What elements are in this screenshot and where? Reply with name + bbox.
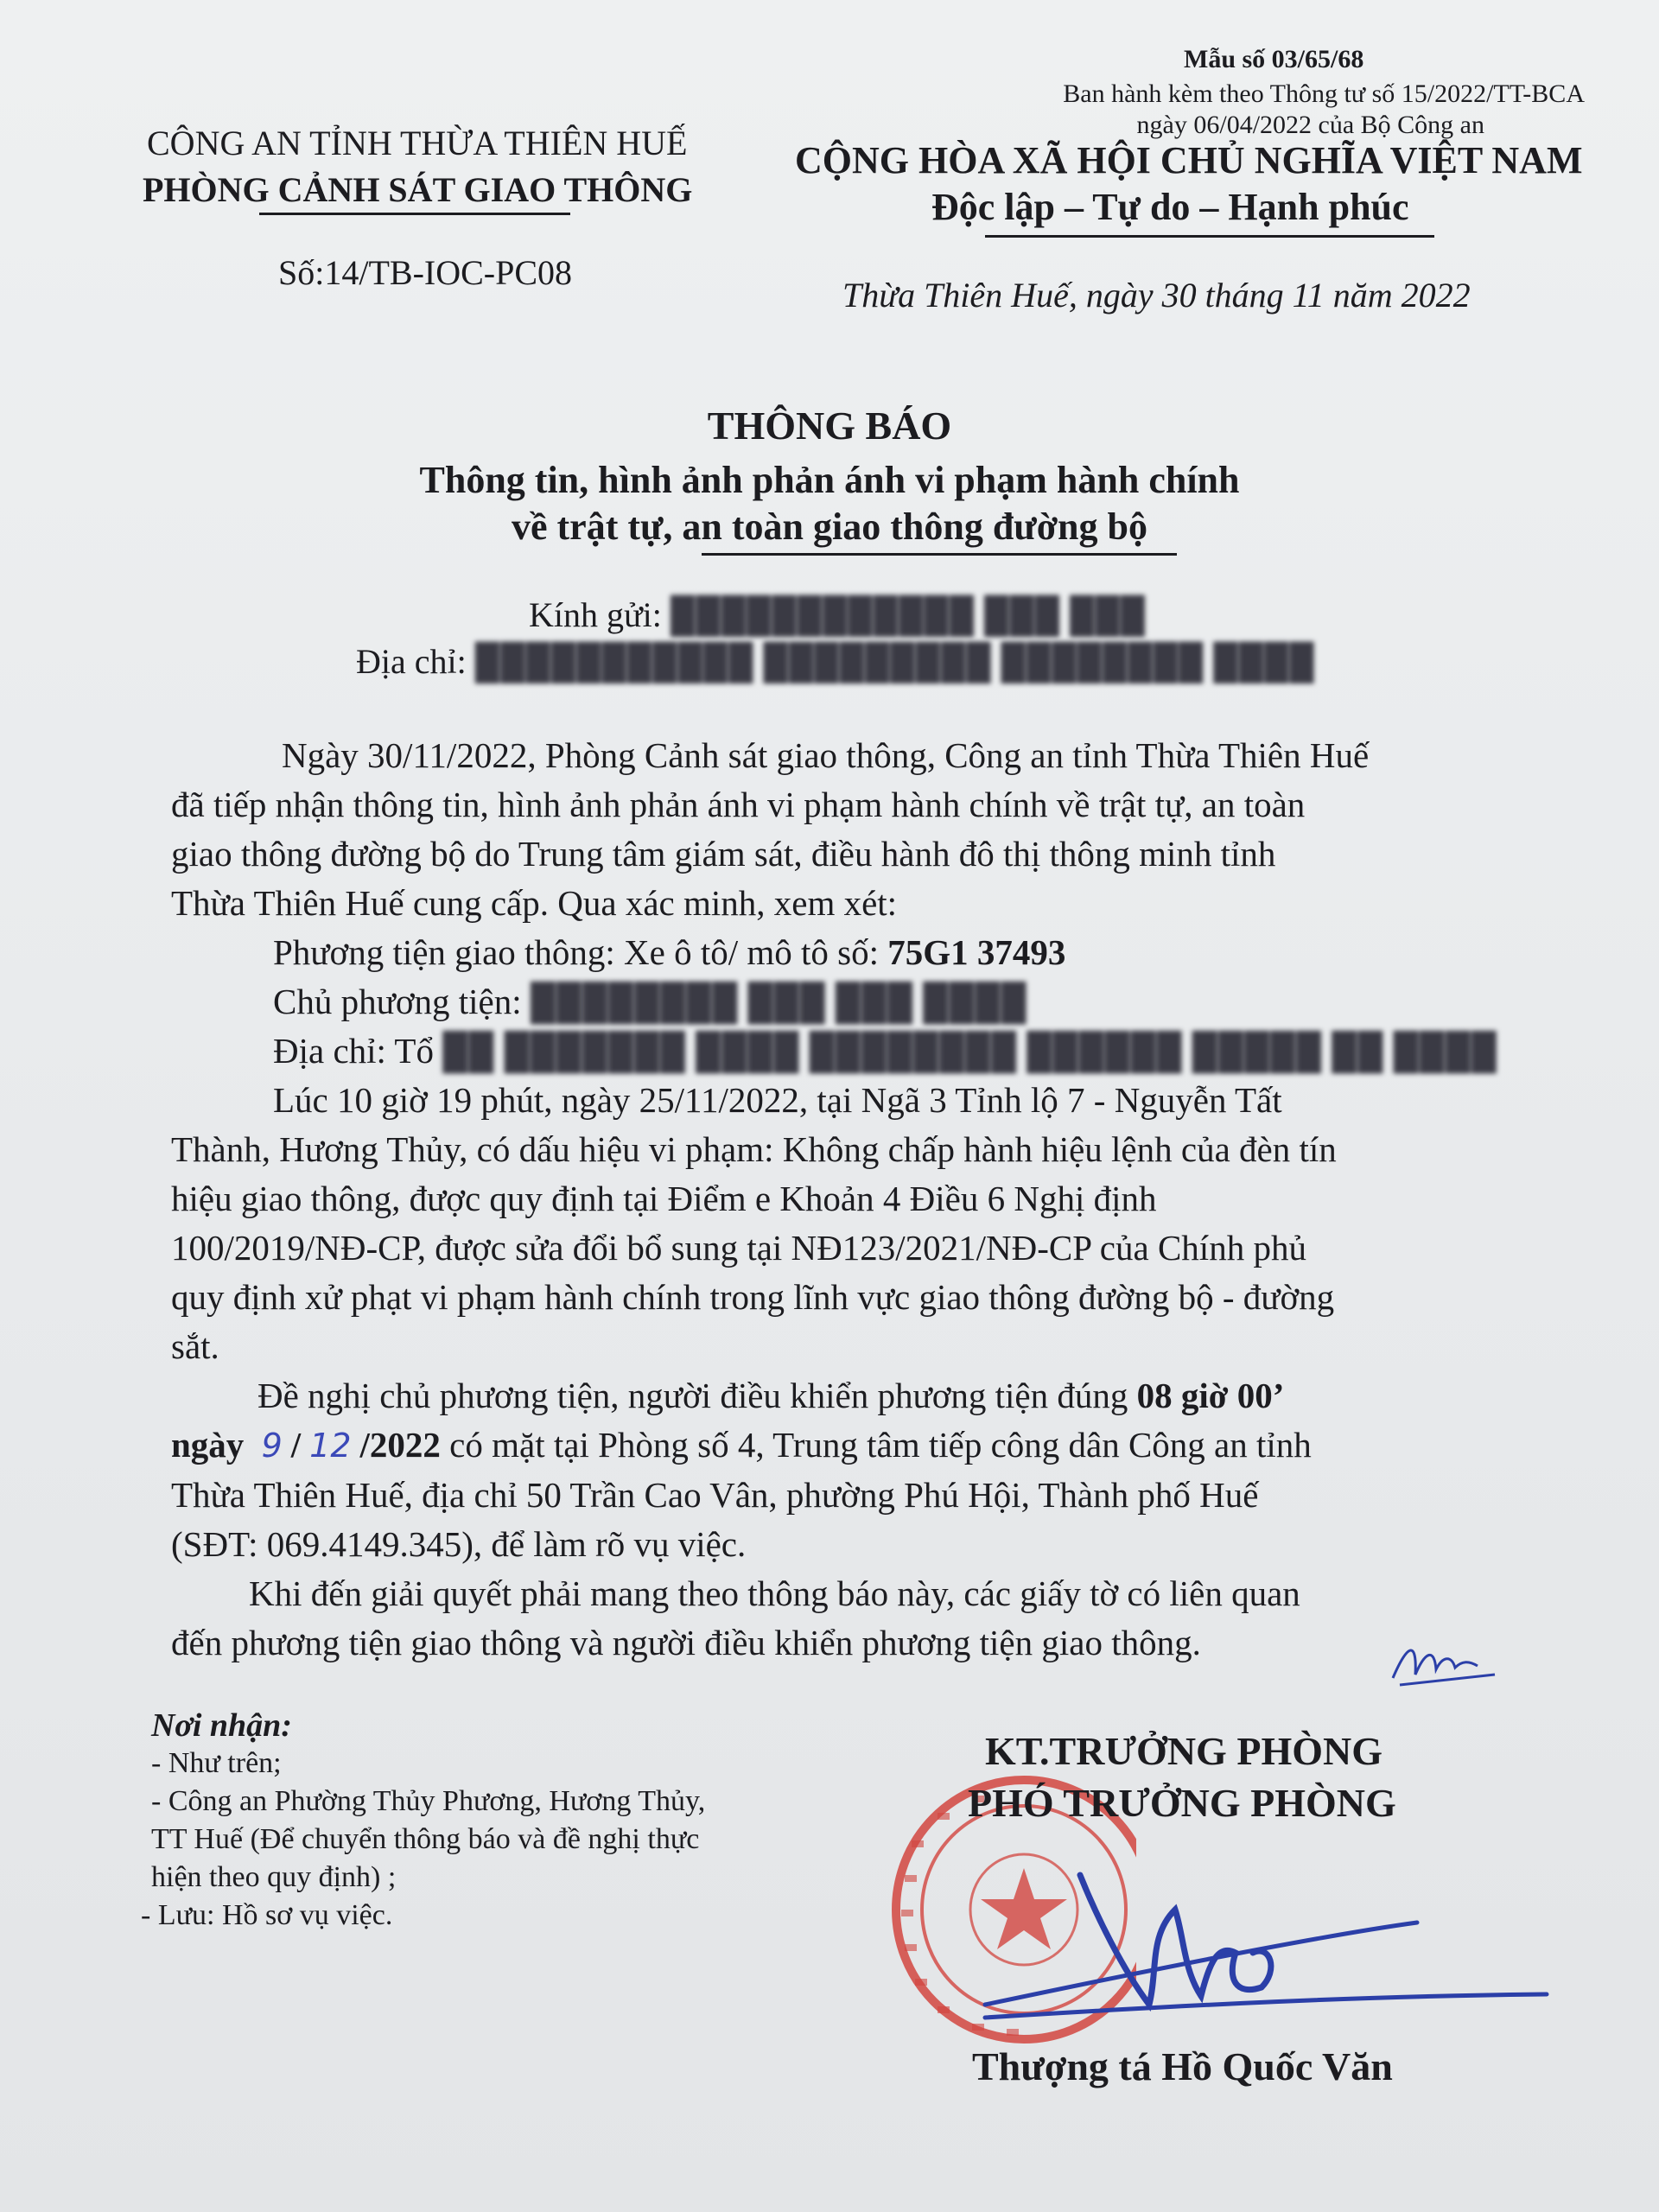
signature-title-1: KT.TRƯỞNG PHÒNG <box>985 1729 1382 1773</box>
department-underline <box>259 213 570 215</box>
motto-underline <box>985 235 1434 238</box>
initials-mark <box>1382 1624 1503 1694</box>
document-subtitle-line1: Thông tin, hình ảnh phản ánh vi phạm hành chính <box>419 459 1240 501</box>
recipient-line <box>529 594 1146 635</box>
national-motto: Độc lập – Tự do – Hạnh phúc <box>931 186 1409 228</box>
body-line: Thành, Hương Thủy, có dấu hiệu vi phạm: Không chấp hành hiệu lệnh của đèn tín <box>171 1129 1337 1169</box>
handwritten-month: 12 <box>309 1427 352 1465</box>
subtitle-underline <box>702 553 1177 556</box>
department-name: PHÒNG CẢNH SÁT GIAO THÔNG <box>143 170 693 209</box>
issued-with: Ban hành kèm theo Thông tư số 15/2022/TT-BCA <box>1063 79 1585 108</box>
document-number: Số:14/TB-IOC-PC08 <box>278 253 573 292</box>
agency-name: CÔNG AN TỈNH THỪA THIÊN HUẾ <box>147 124 688 162</box>
receiver-item: TT Huế (Để chuyển thông báo và đề nghị thực <box>151 1823 700 1855</box>
body-line: Lúc 10 giờ 19 phút, ngày 25/11/2022, tại Ngã 3 Tỉnh lộ 7 - Nguyễn Tất <box>273 1080 1282 1120</box>
handwritten-day: 9 <box>261 1427 283 1465</box>
body-line: Khi đến giải quyết phải mang theo thông báo này, các giấy tờ có liên quan <box>249 1573 1300 1613</box>
body-paragraph-1 <box>171 731 1571 1668</box>
appointment-location: có mặt tại Phòng số 4, Trung tâm tiếp công dân Công an tỉnh <box>440 1425 1312 1465</box>
body-line: đã tiếp nhận thông tin, hình ảnh phản ánh vi phạm hành chính về trật tự, an toàn <box>171 785 1306 824</box>
appointment-line <box>171 1371 1571 1421</box>
owner-label: Chủ phương tiện: <box>273 982 522 1021</box>
appointment-year: /2022 <box>359 1425 441 1465</box>
body-line: sắt. <box>171 1326 219 1366</box>
document-title: THÔNG BÁO <box>707 404 952 448</box>
owner-address-label: Địa chỉ: Tổ <box>273 1031 434 1071</box>
vehicle-line <box>171 928 1571 977</box>
body-line: Ngày 30/11/2022, Phòng Cảnh sát giao thông, Công an tỉnh Thừa Thiên Huế <box>282 735 1370 775</box>
form-number: Mẫu số 03/65/68 <box>1184 45 1364 73</box>
body-line: Thừa Thiên Huế, địa chỉ 50 Trần Cao Vân, phường Phú Hội, Thành phố Huế <box>171 1475 1259 1515</box>
license-plate: 75G1 37493 <box>887 932 1066 972</box>
handwritten-signature <box>976 1840 1581 2065</box>
appointment-text: Đề nghị chủ phương tiện, người điều khiển phương tiện đúng <box>257 1376 1137 1415</box>
appointment-time: 08 giờ 00’ <box>1136 1376 1285 1415</box>
document-subtitle-line2: về trật tự, an toàn giao thông đường bộ <box>511 505 1147 548</box>
owner-address-line <box>171 1027 1571 1076</box>
appointment-day-label: ngày <box>171 1425 245 1465</box>
appointment-date-line <box>171 1421 1571 1471</box>
redacted-owner-name: ████████ ███ ███ ████ <box>530 982 1027 1021</box>
receiver-item: hiện theo quy định) ; <box>151 1861 397 1893</box>
receivers-block <box>141 1707 706 1935</box>
redacted-owner-address: ██ ███████ ████ ████████ ██████ █████ ██ ████ <box>442 1031 1497 1071</box>
body-line: quy định xử phạt vi phạm hành chính trong lĩnh vực giao thông đường bộ - đường <box>171 1277 1335 1317</box>
vehicle-label: Phương tiện giao thông: Xe ô tô/ mô tô số: <box>273 932 888 972</box>
receivers-title: Nơi nhận: <box>151 1707 292 1744</box>
owner-line <box>171 977 1571 1027</box>
address-label: Địa chỉ: <box>356 642 467 681</box>
receiver-item: - Như trên; <box>151 1747 282 1779</box>
signature-title-2: PHÓ TRƯỞNG PHÒNG <box>968 1781 1396 1825</box>
body-line: giao thông đường bộ do Trung tâm giám sát, điều hành đô thị thông minh tỉnh <box>171 834 1276 874</box>
body-line: đến phương tiện giao thông và người điều khiển phương tiện giao thông. <box>171 1623 1201 1662</box>
recipient-label: Kính gửi: <box>529 595 662 634</box>
nation-name: CỘNG HÒA XÃ HỘI CHỦ NGHĨA VIỆT NAM <box>795 139 1583 181</box>
body-line: 100/2019/NĐ-CP, được sửa đổi bổ sung tại NĐ123/2021/NĐ-CP của Chính phủ <box>171 1228 1306 1268</box>
redacted-recipient-address: ███████████ █████████ ████████ ████ <box>474 642 1315 681</box>
body-line: Thừa Thiên Huế cung cấp. Qua xác minh, xem xét: <box>171 883 898 923</box>
place-and-date: Thừa Thiên Huế, ngày 30 tháng 11 năm 2022 <box>842 276 1471 315</box>
redacted-recipient-name: ████████████ ███ ███ <box>670 595 1147 634</box>
date-slash: / <box>290 1425 302 1465</box>
issued-date: ngày 06/04/2022 của Bộ Công an <box>1136 111 1484 139</box>
body-line: hiệu giao thông, được quy định tại Điểm e Khoản 4 Điều 6 Nghị định <box>171 1179 1157 1218</box>
receiver-item: - Lưu: Hồ sơ vụ việc. <box>141 1899 393 1931</box>
recipient-address-line <box>356 641 1315 682</box>
signer-name: Thượng tá Hồ Quốc Văn <box>972 2044 1393 2088</box>
body-line: (SĐT: 069.4149.345), để làm rõ vụ việc. <box>171 1524 747 1564</box>
receiver-item: - Công an Phường Thủy Phương, Hương Thủy, <box>151 1785 706 1817</box>
